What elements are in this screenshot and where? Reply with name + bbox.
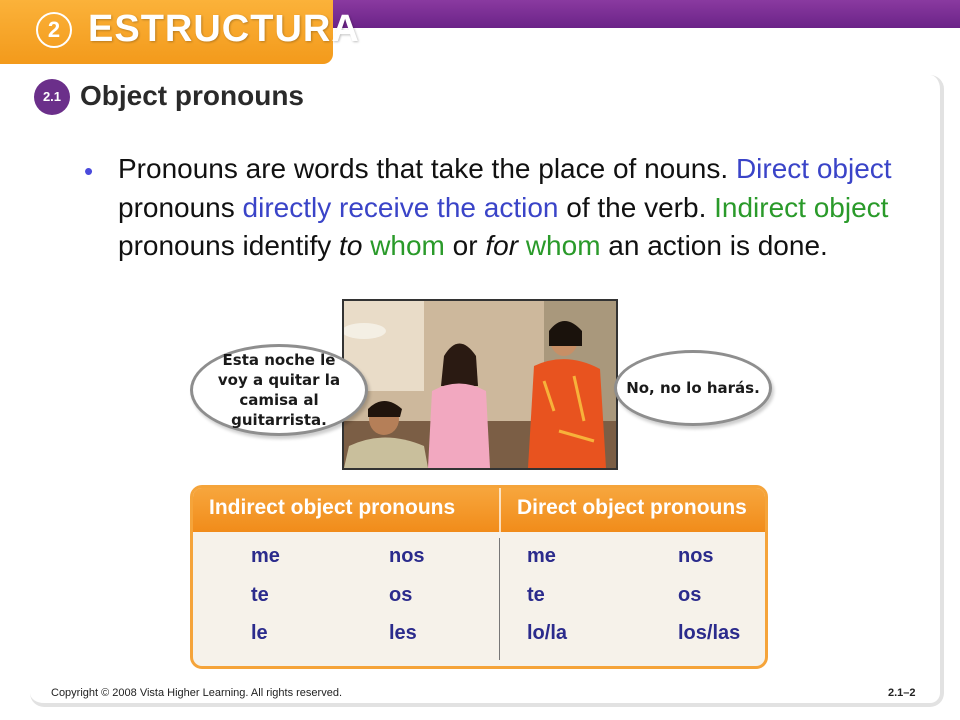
speech-bubble-left: Esta noche le voy a quitar la camisa al guitarrista. — [190, 344, 368, 436]
header-divider — [499, 488, 501, 532]
highlight-direct-object: Direct object — [735, 153, 892, 184]
pronoun-table — [190, 485, 768, 669]
direct-header: Direct object pronouns — [517, 496, 747, 519]
direct-plural-cell: nos — [678, 545, 714, 567]
text-run: pronouns identify — [118, 230, 340, 261]
highlight-whom: whom — [370, 230, 445, 261]
text-run: Pronouns are words that take the place of nouns. — [118, 153, 736, 184]
italic-for: for — [485, 230, 519, 261]
highlight-indirect-object: Indirect object — [714, 191, 889, 223]
indirect-plural-cell: les — [389, 622, 417, 644]
table-header-row — [193, 488, 765, 532]
text-run: of the verb. — [558, 191, 715, 223]
indirect-singular-cell: le — [251, 622, 268, 644]
page-number: 2.1–2 — [888, 687, 916, 699]
indirect-singular-cell: te — [251, 584, 269, 606]
indirect-header: Indirect object pronouns — [209, 496, 456, 519]
text-run — [518, 230, 526, 261]
text-run: an action is done. — [600, 230, 828, 261]
direct-singular-cell: me — [527, 545, 556, 567]
direct-singular-cell: lo/la — [527, 622, 568, 644]
direct-singular-cell: te — [527, 584, 545, 606]
subsection-title: Object pronouns — [80, 80, 304, 111]
indirect-plural-cell: os — [389, 584, 413, 606]
indirect-singular-cell: me — [251, 545, 280, 567]
section-header-tab — [0, 0, 360, 64]
speech-bubble-right: No, no lo harás. — [614, 350, 772, 426]
explanation-paragraph — [118, 150, 933, 266]
direct-plural-cell: os — [678, 584, 702, 606]
highlight-whom: whom — [525, 230, 601, 261]
copyright-text: Copyright © 2008 Vista Higher Learning. All rights reserved. — [51, 687, 343, 699]
subsection-number-badge: 2.1 — [34, 79, 70, 115]
unit-number-badge: 2 — [36, 12, 72, 48]
direct-plural-cell: los/las — [678, 622, 741, 644]
italic-to: to — [339, 230, 363, 261]
highlight-receive-action: directly receive the action — [242, 191, 559, 223]
text-run: pronouns — [118, 191, 243, 223]
section-title: ESTRUCTURA — [88, 8, 360, 50]
indirect-plural-cell: nos — [389, 545, 425, 567]
scene-illustration — [344, 301, 616, 468]
bullet-icon: • — [84, 156, 94, 186]
column-divider — [499, 538, 500, 660]
text-run: or — [444, 230, 486, 261]
scene-photo — [342, 299, 618, 470]
